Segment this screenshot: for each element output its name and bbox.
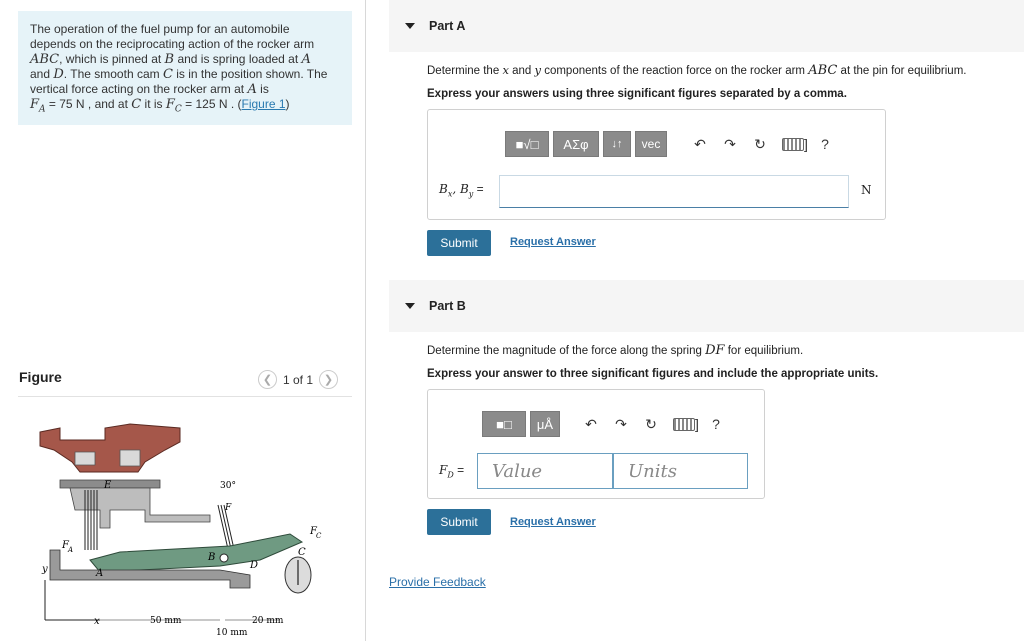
vec-button[interactable]: vec (635, 131, 667, 157)
part-b-request-answer-link[interactable]: Request Answer (510, 516, 596, 528)
greek-button[interactable]: ΑΣφ (553, 131, 599, 157)
text: , which is pinned at (59, 52, 165, 66)
column-divider (365, 0, 366, 641)
part-a-label (439, 182, 484, 198)
templates-icon[interactable]: ■√□ (505, 131, 549, 157)
part-a-unit: N (861, 183, 872, 197)
var-abc: ABC (30, 52, 60, 67)
var-b: B (164, 52, 175, 67)
sub-c: C (174, 104, 182, 115)
label-fa-sub: A (68, 546, 74, 554)
value-fc: = 125 N (181, 97, 228, 111)
text: . ( (227, 97, 242, 111)
text: ) (285, 97, 290, 111)
sub-d: D (447, 470, 454, 480)
label-b: B (208, 552, 216, 563)
part-b-submit-button[interactable]: Submit (427, 509, 491, 535)
label-angle: 30° (220, 481, 236, 491)
var-b: , B (452, 182, 469, 196)
undo-icon[interactable]: ↶ (694, 135, 706, 152)
var-f: F (439, 463, 448, 477)
reset-icon[interactable]: ↻ (645, 415, 657, 432)
problem-line: depends on the reciprocating action of the rocker arm (30, 37, 315, 51)
label-f: F (225, 503, 232, 513)
part-a-instruction (427, 63, 966, 78)
part-b-instruction (427, 343, 803, 358)
keyboard-icon[interactable]: ] (775, 131, 815, 157)
text: = (453, 463, 465, 477)
figure-pager (258, 370, 338, 389)
text: is in the position shown. The (172, 67, 328, 81)
label-y: y (42, 564, 48, 575)
label-dim-20: 20 mm (252, 616, 284, 626)
label-fa: F (62, 540, 69, 551)
keyboard-icon[interactable]: ] (666, 411, 706, 437)
collapse-triangle-icon[interactable] (405, 303, 415, 309)
fuel-pump-figure (20, 410, 320, 638)
text: and (508, 65, 535, 77)
text: , and at (84, 97, 132, 111)
chevron-right-icon[interactable]: ❯ (319, 370, 338, 389)
provide-feedback-link[interactable]: Provide Feedback (389, 575, 486, 589)
part-a-request-answer-link[interactable]: Request Answer (510, 236, 596, 248)
part-b-title: Part B (429, 299, 466, 313)
pump-valve-left (75, 452, 95, 465)
figure-title: Figure (19, 369, 62, 385)
text: is (256, 82, 269, 96)
var-d: D (53, 67, 64, 82)
text: and (30, 67, 54, 81)
text: at the pin for equilibrium. (837, 65, 967, 77)
label-a: A (96, 568, 104, 579)
pager-text: 1 of 1 (283, 372, 314, 387)
label-dim-10: 10 mm (216, 628, 248, 638)
part-a-submit-button[interactable]: Submit (427, 230, 491, 256)
var-x: x (502, 63, 509, 77)
var-y: y (534, 63, 542, 77)
part-b-value-input[interactable]: Value (477, 453, 613, 489)
part-a-hint: Express your answers using three significant figures separated by a comma. (427, 88, 847, 100)
text: for equilibrium. (724, 345, 804, 357)
part-a-toolbar (505, 131, 835, 157)
part-b-header[interactable] (389, 280, 1024, 332)
rocker-arm (90, 534, 302, 572)
part-b-label (439, 463, 464, 479)
var-c: C (131, 97, 142, 112)
undo-icon[interactable]: ↶ (585, 415, 597, 432)
text: vertical force acting on the rocker arm at (30, 82, 248, 96)
text: Determine the magnitude of the force along the spring (427, 345, 706, 357)
pump-housing (40, 424, 180, 472)
mu-button[interactable]: μÅ (530, 411, 560, 437)
arrows-button[interactable]: ↓↑ (603, 131, 631, 157)
problem-statement (18, 11, 352, 125)
label-c: C (298, 547, 306, 558)
part-b-units-input[interactable]: Units (613, 453, 748, 489)
text: components of the reaction force on the rocker arm (541, 65, 809, 77)
part-b-hint: Express your answer to three significant figures and include the appropriate units. (427, 368, 879, 380)
pump-valve-right (120, 450, 140, 466)
text: Determine the (427, 65, 503, 77)
label-dim-50: 50 mm (150, 616, 182, 626)
sub-a: A (39, 104, 46, 115)
reset-icon[interactable]: ↻ (754, 135, 766, 152)
var-a: A (247, 82, 257, 97)
value-fa: = 75 N (45, 97, 85, 111)
text: it is (141, 97, 166, 111)
part-a-header[interactable] (389, 0, 1024, 52)
var-c: C (162, 67, 173, 82)
problem-line (30, 52, 340, 67)
var-f: F (30, 97, 40, 112)
label-d: D (250, 560, 259, 571)
label-e: E (104, 480, 112, 491)
sub-x: x (447, 189, 453, 199)
problem-line (30, 67, 340, 82)
var-a: A (301, 52, 311, 67)
part-b-answer-box (427, 389, 765, 499)
part-a-answer-box (427, 109, 886, 220)
text: . The smooth cam (63, 67, 163, 81)
redo-icon[interactable]: ↷ (724, 135, 736, 152)
label-fc-sub: C (316, 532, 322, 540)
pin-b (220, 554, 228, 562)
label-fc: F (310, 526, 317, 537)
figure-link[interactable]: Figure 1 (241, 97, 286, 111)
label-x: x (94, 616, 100, 627)
help-button[interactable]: ? (821, 136, 829, 152)
problem-line (30, 97, 340, 117)
redo-icon[interactable]: ↷ (615, 415, 627, 432)
text: = (473, 182, 484, 196)
chevron-left-icon[interactable]: ❮ (258, 370, 277, 389)
var-f: F (165, 97, 175, 112)
help-button[interactable]: ? (712, 416, 720, 432)
problem-line (30, 82, 340, 97)
var-abc: ABC (808, 63, 838, 78)
part-a-title: Part A (429, 19, 466, 33)
problem-line: The operation of the fuel pump for an automobile (30, 22, 290, 36)
part-b-toolbar (482, 411, 726, 437)
templates-icon[interactable]: ■□ (482, 411, 526, 437)
part-a-answer-input[interactable] (499, 175, 849, 208)
var-df: DF (705, 343, 725, 358)
collapse-triangle-icon[interactable] (405, 23, 415, 29)
text: and is spring loaded at (174, 52, 302, 66)
sub-y: y (468, 189, 474, 199)
var-b: B (439, 182, 448, 196)
figure-divider (18, 396, 352, 397)
